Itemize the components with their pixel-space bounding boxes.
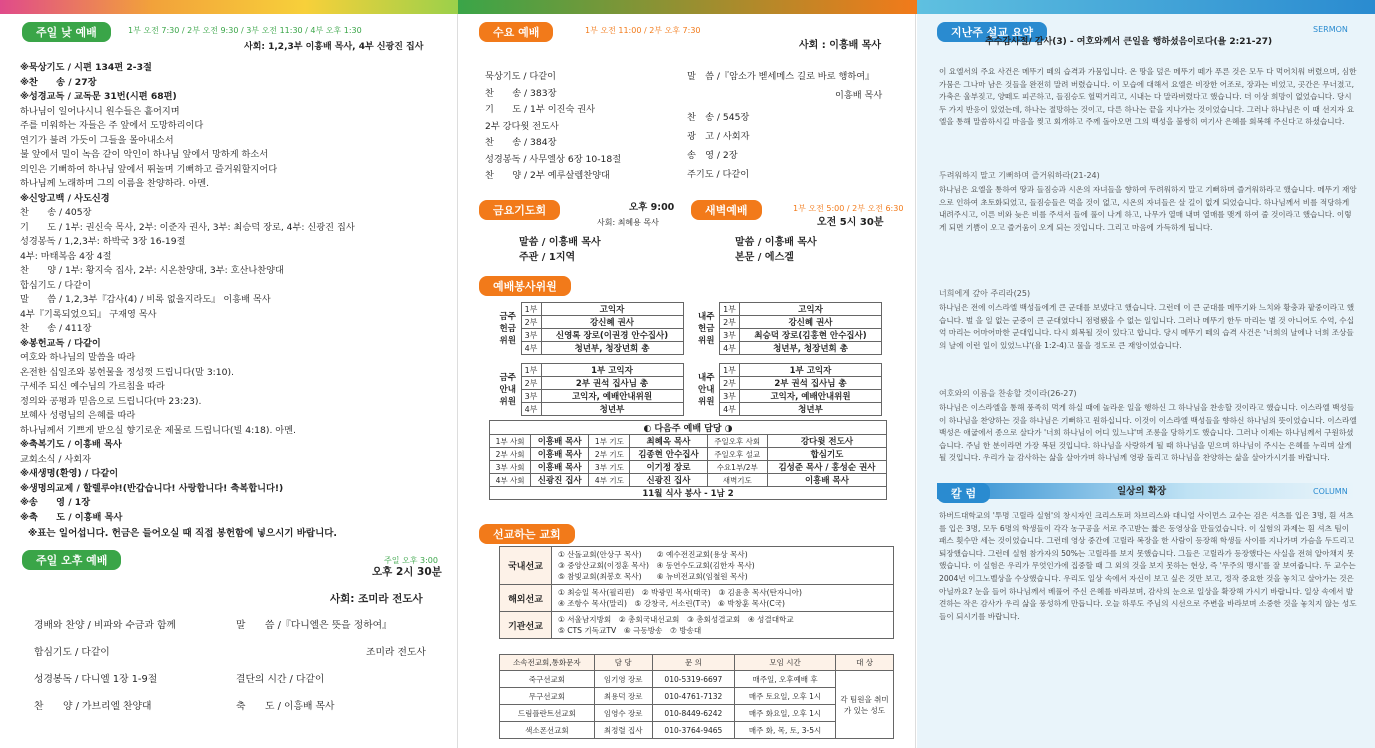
part-cell: 4부	[720, 342, 740, 355]
order-line: 여호와 하나님의 말씀을 따라	[20, 352, 136, 363]
next-week-cell: 2부 사회	[490, 448, 531, 461]
parish-cell: 매주 화요일, 오후 1시	[735, 705, 836, 722]
mission-item: ⑤ 참빛교회(최봉호 목사) ⑥ 뉴비전교회(임철원 목사)	[558, 572, 748, 581]
order-line: 이흥배 목사	[835, 90, 883, 101]
next-week-cell: 이흥배 목사	[531, 448, 589, 461]
order-line: 보혜사 성령님의 은혜를 따라	[20, 410, 136, 421]
staff-row-2	[495, 363, 897, 416]
fri-title: 금요기도회	[479, 200, 560, 220]
column-sunday	[0, 14, 458, 748]
parish-cell: 010-8449-6242	[652, 705, 734, 722]
parish-header: 모임 시간	[735, 655, 836, 671]
next-week-cell: 주일오후 사회	[707, 435, 767, 448]
offering-this-week	[495, 302, 684, 355]
group-label-line: 내주	[698, 372, 715, 383]
group-label	[694, 364, 720, 416]
mission-title: 선교하는 교회	[479, 524, 575, 544]
name-cell: 최승덕 장로(김홍현 안수집사)	[740, 329, 882, 342]
next-week-cell: 이흥배 목사	[767, 474, 886, 487]
name-cell: 1부 고익자	[541, 364, 683, 377]
mission-item: ⑤ CTS 기독교TV ⑥ 극동방송 ⑦ 방송대	[558, 626, 702, 635]
part-cell: 1부	[521, 303, 541, 316]
group-label-line: 안내	[499, 384, 516, 395]
order-line: 주기도 / 다같이	[687, 169, 750, 180]
order-line: 광 고 / 사회자	[687, 131, 750, 142]
part-cell: 2부	[720, 316, 740, 329]
part-cell: 1부	[720, 303, 740, 316]
group-label-line: 헌금	[698, 323, 715, 334]
dawn-title: 새벽예배	[691, 200, 762, 220]
parish-cell: 010-4761-7132	[652, 688, 734, 705]
mission-item: ① 산돌교회(안상구 목사) ② 예수전진교회(용상 목사)	[558, 550, 748, 559]
next-week-cell: 신광진 집사	[630, 474, 707, 487]
parish-cell: 최용덕 장로	[594, 688, 652, 705]
fri-time: 오후 9:00	[629, 202, 675, 213]
wed-title: 수요 예배	[479, 22, 553, 42]
name-cell: 신영록 장로(이권경 안수집사)	[541, 329, 683, 342]
parish-cell: 매주 화, 목, 토, 3-5시	[735, 722, 836, 739]
name-cell: 고익자	[740, 303, 882, 316]
order-line: 4부『기록되었으되』 구재영 목사	[20, 308, 157, 320]
meal-service: 11월 식사 봉사 - 1남 2	[490, 487, 887, 500]
parish-cell: 드림플란트선교회	[500, 705, 595, 722]
parish-cell: 색소폰선교회	[500, 722, 595, 739]
part-cell: 3부	[720, 390, 740, 403]
name-cell: 강신혜 권사	[541, 316, 683, 329]
sun-am-presider: 사회: 1,2,3부 이흥배 목사, 4부 신광진 집사	[244, 42, 424, 52]
order-line: 하나님께 노래하며 그의 이름을 찬양하라. 아멘.	[20, 178, 210, 189]
fri-presider: 사회: 최혜용 목사	[597, 218, 659, 227]
column-sermon	[917, 14, 1375, 748]
next-week-cell: 이흥배 목사	[531, 435, 589, 448]
offering-next-week	[694, 302, 883, 355]
column-heading: 일상의 확장	[1117, 486, 1167, 497]
name-cell: 1부 고익자	[740, 364, 882, 377]
part-cell: 4부	[720, 403, 740, 416]
order-line: 정의와 공평과 믿음으로 드립니다(마 23:23).	[20, 395, 202, 407]
staff-title: 예배봉사위원	[479, 276, 571, 296]
next-week-cell: 3부 기도	[589, 461, 630, 474]
next-week-table	[489, 420, 887, 500]
next-week-cell: 1부 사회	[490, 435, 531, 448]
next-week-cell: 합심기도	[767, 448, 886, 461]
group-label-line: 위원	[698, 335, 715, 346]
sun-pm-time-label: 주일 오후 3:00	[384, 556, 438, 565]
order-line: 성경봉독 / 다니엘 1장 1-9절	[34, 674, 158, 685]
mission-label: 해외선교	[500, 585, 552, 612]
sun-pm-title: 주일 오후 예배	[22, 550, 121, 570]
order-line: 경배와 찬양 / 비파와 수금과 함께	[34, 620, 176, 631]
order-line: 합심기도 / 다같이	[20, 279, 92, 291]
group-label	[495, 364, 521, 416]
order-line: 찬 송 / 411장	[20, 323, 92, 334]
next-week-cell: 신광진 집사	[531, 474, 589, 487]
mission-label: 국내선교	[500, 547, 552, 585]
parish-cell: 010-5319-6697	[652, 671, 734, 688]
order-line: 의인은 기뻐하여 하나님 앞에서 뛰놀며 기뻐하고 즐거워할지어다	[20, 163, 278, 175]
group-label-line: 위원	[499, 335, 516, 346]
sermon-paragraph: 하나님은 전에 이스라엘 백성들에게 큰 군대를 보냈다고 했습니다. 그런데 이 큰 군대를 메뚜기와 느치와 황충과 팥중이라고 했습니다. 벌 을 일 없는 군중이 큰 군대였다니 점령됐을 수 없는 일입니다. 그러나 메뚜기 한두 마리는 별 것 아니어도 수억, 수십 억 마리는 어마어마한 군대입니다. 다시 회복될 것이 있다고 합니다. 당시 메뚜기 떼의 습격 사건은 '너희의 날에나 너희 조상들의 날에 이런 일이 있었느냐'(욜 1:2-4)고 물을 정도로 큰 재앙이었습니다.	[939, 303, 1355, 350]
order-line: 찬 송 / 405장	[20, 207, 92, 218]
order-line: ※성경교독 / 교독문 31번(시편 68편)	[20, 91, 177, 102]
parish-cell: 매주 토요일, 오후 1시	[735, 688, 836, 705]
usher-next-week	[694, 363, 883, 416]
order-line: 찬 송 / 383장	[485, 87, 557, 99]
parish-cell: 무구선교회	[500, 688, 595, 705]
fri-lead: 주관 / 1지역	[519, 252, 576, 263]
parish-table	[499, 654, 894, 739]
sun-pm-time: 오후 2시 30분	[372, 566, 442, 578]
parish-cell: 매주일, 오후예배 후	[735, 671, 836, 688]
name-cell: 고익자	[541, 303, 683, 316]
part-cell: 3부	[521, 329, 541, 342]
order-line: ※송 영 / 1장	[20, 497, 91, 508]
dawn-msg: 말씀 / 이흥배 목사	[735, 237, 817, 248]
column-tag: COLUMN	[1313, 487, 1348, 496]
order-line: 성경봉독 / 1,2,3부: 하박국 3장 16-19절	[20, 236, 186, 247]
mission-label: 기관선교	[500, 612, 552, 639]
next-week-cell: 4부 사회	[490, 474, 531, 487]
name-cell: 청년부, 청장년회 총	[740, 342, 882, 355]
name-cell: 고익자, 예배안내위원	[541, 390, 683, 403]
dawn-time: 오전 5시 30분	[817, 217, 884, 228]
order-line: 주를 미워하는 자들은 주 앞에서 도망하리이다	[20, 120, 204, 131]
next-week-title: ◐ 다음주 예배 담당 ◑	[490, 421, 887, 435]
fri-msg: 말씀 / 이흥배 목사	[519, 237, 601, 248]
order-line: 찬 양 / 1부: 황지숙 집사, 2부: 시온찬양대, 3부: 호산나찬양대	[20, 265, 284, 276]
order-line: 온전한 십일조와 봉헌물을 정성껏 드립니다(말 3:10).	[20, 366, 234, 378]
dawn-times: 1부 오전 5:00 / 2부 오전 6:30	[793, 204, 904, 213]
order-line: 교회소식 / 사회자	[20, 453, 92, 465]
column-weekly	[459, 14, 916, 748]
order-line: 축 도 / 이흥배 목사	[236, 701, 335, 712]
order-line: 기 도 / 1부 이진숙 권사	[485, 104, 595, 115]
order-line: ※새생명(환영) / 다같이	[20, 468, 119, 479]
sermon-heading: 추수감사절/ 감사(3) - 여호와께서 큰일을 행하셨음이로다(욜 2:21-27)	[985, 37, 1273, 47]
part-cell: 2부	[521, 316, 541, 329]
next-week-cell: 강다윗 전도사	[767, 435, 886, 448]
sun-am-title: 주일 낮 예배	[22, 22, 111, 42]
dawn-text: 본문 / 에스겔	[735, 252, 794, 263]
order-line: 말 씀 / 1,2,3부『감사(4) / 비록 없을지라도』 이흥배 목사	[20, 294, 271, 305]
parish-target: 각 팀원을 취미가 있는 성도	[836, 671, 894, 739]
next-week-cell: 김성준 목사 / 홍성순 권사	[767, 461, 886, 474]
name-cell: 2부 권석 집사님 총	[740, 377, 882, 390]
order-line: ※생명의교제 / 할렐루야!(반갑습니다! 사랑합니다! 축복합니다!)	[20, 482, 284, 494]
parish-cell: 죽구선교회	[500, 671, 595, 688]
order-line: 하나님이 일어나시니 원수들은 흩어지며	[20, 105, 180, 117]
order-line: 말 씀 /『암소가 벧세메스 길로 바로 행하여』	[687, 71, 875, 82]
part-cell: 3부	[720, 329, 740, 342]
order-line: 찬 양 / 2부 예루살렘찬양대	[485, 170, 610, 181]
order-line: 2부 강다윗 전도사	[485, 120, 559, 132]
parish-header: 소속전교회,통화문자	[500, 655, 595, 671]
part-cell: 2부	[720, 377, 740, 390]
next-week-cell: 이기정 장로	[630, 461, 707, 474]
group-label-line: 위원	[698, 396, 715, 407]
part-cell: 4부	[521, 342, 541, 355]
column-text: 하버드대학교의 '투명 고릴라 실험'의 창시자인 크리스토퍼 차브리스와 대니얼 사이먼스 교수는 검은 셔츠를 입은 3명, 흰 셔츠를 입은 3명, 모두 6명의 학생들이 각각 농구공을 서로 주고받는 짧은 동영상을 만들었습니다. 이 실험의 과제는 흰 셔츠 팀이 패스 횟수만 세는 것이었습니다. 그런데 영상 중간에 고릴라 복장을 한 사람이 등장해 학생들 사이를 지나가며 가슴을 두드리고 퇴장했습니다. 그런데 실험 참가자의 50%는 고릴라를 보지 못했습니다. 그들은 고릴라가 등장했다는 사실을 전혀 알아채지 못했습니다. 이 실험은 우리가 무엇인가에 집중할 때 그 외의 것을 보지 못하는 현상, 즉 '무주의 맹시'를 잘 보여줍니다. 두 교수는 2004년 이그노벨상을 수상했습니다. 우리도 일상 속에서 자신이 보고 싶은 것만 보고, 정작 중요한 것을 놓치고 살아가는 것은 아닐까요? 눈을 들어 하나님께서 베풀어 주신 은혜를 바라보며, 감사의 눈으로 일상을 확장해 가시기 바랍니다. 일상 속에서 발견하는 작은 감사가 우리 삶을 풍성하게 만듭니다. 오늘 하루도 주님의 시선으로 주변을 바라보며 소중한 것을 놓치지 않는 성도들이 되시기를 바랍니다.	[939, 511, 1357, 621]
mission-items	[552, 585, 894, 612]
parish-header: 문 의	[652, 655, 734, 671]
order-line: 하나님께서 기쁘게 받으실 향기로운 제물로 드립니다(빌 4:18). 아멘.	[20, 424, 296, 436]
name-cell: 고익자, 예배안내위원	[740, 390, 882, 403]
name-cell: 청년부	[541, 403, 683, 416]
sermon-tag: SERMON	[1313, 25, 1348, 34]
part-cell: 1부	[521, 364, 541, 377]
order-line: 찬 양 / 가브리엘 찬양대	[34, 701, 152, 712]
order-line: 결단의 시간 / 다같이	[236, 674, 325, 685]
sermon-subheading: 여호와의 이름을 찬송할 것이라(26-27)	[939, 389, 1077, 398]
order-line: 조미라 전도사	[366, 647, 426, 658]
order-line: 묵상기도 / 다같이	[485, 71, 557, 82]
name-cell: 2부 권석 집사님 총	[541, 377, 683, 390]
column-title: 칼 럼	[937, 483, 990, 503]
next-week-cell: 김종현 안수집사	[630, 448, 707, 461]
mission-item: ① 서울남지방회 ② 총회국내선교회 ③ 총회성결교회 ④ 성결대학교	[558, 615, 794, 624]
name-cell: 청년부	[740, 403, 882, 416]
group-label-line: 안내	[698, 384, 715, 395]
staff-tables	[495, 302, 897, 500]
parish-cell: 임영수 장로	[594, 705, 652, 722]
order-line: ※축 도 / 이흥배 목사	[20, 511, 123, 523]
sun-am-times: 1부 오전 7:30 / 2부 오전 9:30 / 3부 오전 11:30 / 4부 오후 1:30	[128, 26, 362, 35]
sermon-paragraph: 이 요엘서의 주요 사건은 메뚜기 떼의 습격과 가뭄입니다. 온 땅을 덮은 메뚜기 떼가 푸른 것은 모두 다 먹어치워 버렸으며, 심한 가뭄은 그나마 남은 것들을 완전히 말려 버렸습니다. 이 모습에 대해서 요엘은 비장한 어조로, 장과는 비었고, 곳간은 무너졌고, 가축은 울부짖고, 양떼도 피곤하고, 들짐승도 헐떡거리고, 시내는 다 말라버렸다고 했습니다. 더 이상 희망이 없었습니다. 당시 두 가지 반응이 있었는데, 하나는 절망하는 것이고, 다른 하나는 끝을 지나가는 것이었습니다. 그러나 하나님은 이 때 선지자 요엘을 통해 말씀하시길 마음을 찢고 회개하고 주께 돌아오면 그의 백성을 불쌍히 여기사 은혜를 회복해 주신다고 하셨습니다.	[939, 67, 1357, 127]
order-line: 불 앞에서 밀이 녹음 같이 악인이 하나님 앞에서 망하게 하소서	[20, 149, 269, 160]
next-week-cell: 2부 기도	[589, 448, 630, 461]
order-line: 찬 송 / 384장	[485, 137, 557, 148]
order-line: ※묵상기도 / 시편 134편 2-3절	[20, 62, 152, 73]
order-line: 합심기도 / 다같이	[34, 647, 110, 658]
group-label-line: 내주	[698, 311, 715, 322]
parish-grid	[499, 654, 894, 739]
name-cell: 청년부, 청장년회 총	[541, 342, 683, 355]
wed-presider: 사회 : 이흥배 목사	[799, 40, 882, 51]
next-week-cell: 새벽기도	[707, 474, 767, 487]
top-color-bar	[0, 0, 1375, 14]
sun-am-note: ※표는 일어섭니다. 헌금은 들어오실 때 직접 봉헌함에 넣으시기 바랍니다.	[28, 528, 338, 539]
next-week-cell: 1부 기도	[589, 435, 630, 448]
next-week-cell: 최혜옥 목사	[630, 435, 707, 448]
mission-item: ④ 조항수 목사(말리) ⑤ 강창국, 서소린(T국) ⑥ 박창훈 목사(C국)	[558, 599, 785, 608]
order-line: ※신앙고백 / 사도신경	[20, 192, 110, 204]
part-cell: 2부	[521, 377, 541, 390]
sermon-subheading: 너희에게 갚아 주리라(25)	[939, 289, 1031, 298]
mission-items	[552, 547, 894, 585]
sermon-subheading: 두려워하지 말고 기뻐하며 즐거워하라(21-24)	[939, 171, 1100, 180]
order-line: 기 도 / 1부: 권신숙 목사, 2부: 이준자 권사, 3부: 최승덕 장로, 4부: 신광진 집사	[20, 221, 355, 233]
name-cell: 강신혜 권사	[740, 316, 882, 329]
sermon-title: 지난주 설교 요약	[937, 22, 1047, 42]
parish-cell: 010-3764-9465	[652, 722, 734, 739]
next-week-cell: 4부 기도	[589, 474, 630, 487]
wed-times: 1부 오전 11:00 / 2부 오후 7:30	[585, 26, 701, 35]
group-label-line: 헌금	[499, 323, 516, 334]
usher-this-week	[495, 363, 684, 416]
sermon-paragraph: 하나님은 요엘을 통하여 땅과 들짐승과 시온의 자녀들을 향하여 두려워하지 말고 기뻐하며 즐거워하라고 했습니다. 메뚜기 재앙으로 인하여 초토화되었고, 들짐승들은 먹을 것이 없고, 시온의 자녀들은 살 길이 없게 되었습니다. 하나님께서 비를 적당하게 내려주시고, 이른 비와 늦은 비를 주셔서 들에 풀이 나게 하고, 나무가 열매 내며 열매를 맺게 하여 줄 것이라고 했습니다. 이렇게 되면 기쁨이 오고 즐거움이 오게 되는 것입니다. 그리고 마음에 가득하게 됩니다.	[939, 185, 1357, 232]
order-line: 4부: 마태복음 4장 4절	[20, 250, 112, 262]
part-cell: 3부	[521, 390, 541, 403]
parish-cell: 임기영 장로	[594, 671, 652, 688]
order-line: ※찬 송 / 27장	[20, 76, 97, 88]
sun-pm-presider: 사회: 조미라 전도사	[330, 593, 423, 605]
group-label	[495, 303, 521, 355]
order-line: 연기가 불려 가듯이 그들을 몰아내소서	[20, 134, 174, 146]
group-label-line: 위원	[499, 396, 516, 407]
order-line: 구세주 되신 예수님의 가르침을 따라	[20, 381, 165, 392]
next-week-cell: 수요1부/2부	[707, 461, 767, 474]
group-label-line: 금주	[499, 311, 516, 322]
sermon-paragraph: 하나님은 이스라엘을 통해 풍족히 먹게 하실 때에 놀라운 일을 행하신 그 하나님을 찬송할 것이라고 했습니다. 이스라엘 백성들이 하나님을 찬양하는 것을 하나님은 기뻐하고 원하십니다. 이것이 이스라엘 백성들을 향하신 하나님의 뜻이었습니다. 이스라엘 백성은 애굽에서 종으로 살다가 '너희 하나님이 어디 있느냐'며 조롱을 당하기도 했습니다. 그러나 이제는 하나님께서 구원하셨습니다. 주님 한 분이라면 가장 복된 것입니다. 하나님을 사랑하게 될 때 하나님을 믿으며 하나님이 주시는 은혜를 누리며 살게 될 것입니다. 우리가 늘 감사하는 삶을 살아가며 하나님께 영광 돌리고 하나님을 찬양하는 삶을 살아가시기를 바랍니다.	[939, 403, 1357, 463]
part-cell: 1부	[720, 364, 740, 377]
order-line: ※봉헌교독 / 다같이	[20, 337, 101, 349]
parish-header: 담 당	[594, 655, 652, 671]
order-line: 성경봉독 / 사무엘상 6장 10-18절	[485, 153, 622, 165]
order-line: ※축복기도 / 이흥배 목사	[20, 439, 122, 450]
next-week-cell: 주일오후 설교	[707, 448, 767, 461]
parish-cell: 최정렬 집사	[594, 722, 652, 739]
group-label-line: 금주	[499, 372, 516, 383]
parish-header: 대 상	[836, 655, 894, 671]
part-cell: 4부	[521, 403, 541, 416]
staff-row-1	[495, 302, 897, 355]
mission-item: ① 최승일 목사(필리핀) ② 박광민 목사(태국) ③ 김윤총 목사(탄자니아)	[558, 588, 802, 597]
next-week-cell: 3부 사회	[490, 461, 531, 474]
group-label	[694, 303, 720, 355]
mission-items	[552, 612, 894, 639]
mission-item: ③ 중앙산교회(이정훈 목사) ④ 동연수도교회(김한자 목사)	[558, 561, 755, 570]
mission-table	[499, 546, 894, 639]
mission-grid	[499, 546, 894, 639]
next-week-cell: 이흥배 목사	[531, 461, 589, 474]
order-line: 찬 송 / 545장	[687, 112, 750, 123]
order-line: 송 영 / 2장	[687, 150, 738, 161]
order-line: 말 씀 /『다니엘은 뜻을 정하여』	[236, 620, 392, 631]
